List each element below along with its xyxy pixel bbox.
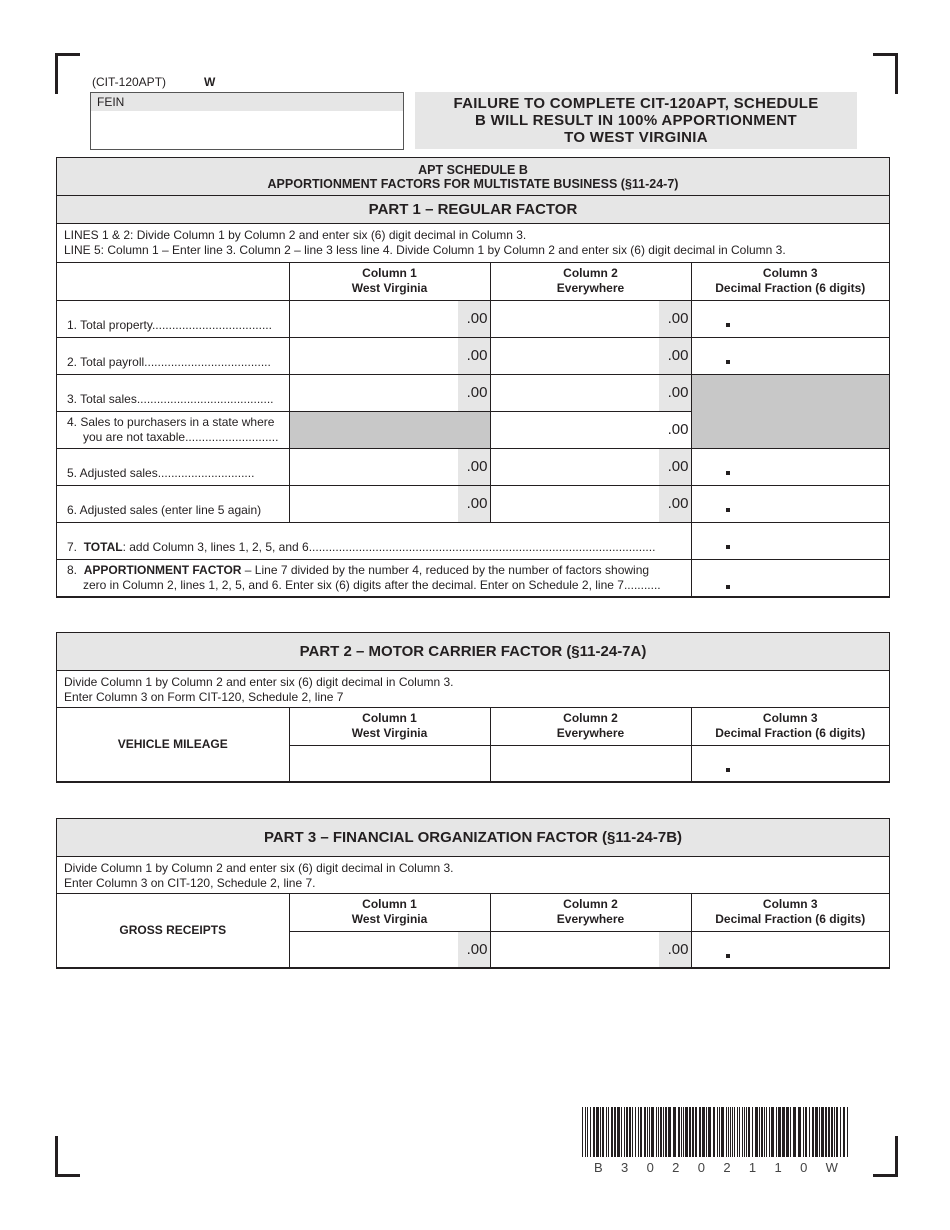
part3-instr-1: Divide Column 1 by Column 2 and enter six (6) digit decimal in Column 3. — [64, 861, 454, 875]
failure-warning — [415, 92, 857, 149]
barcode-bar — [834, 1107, 835, 1157]
col2-title: Column 2 — [563, 711, 618, 726]
barcode-bar — [819, 1107, 820, 1157]
line6-label — [57, 485, 289, 522]
line6-text: 6. Adjusted sales (enter line 5 again) — [67, 502, 262, 517]
part1-title: PART 1 – REGULAR FACTOR — [57, 196, 889, 224]
barcode-bar — [759, 1107, 760, 1157]
line4-col2-input[interactable] — [490, 411, 691, 448]
barcode-bar — [695, 1107, 697, 1157]
barcode-bar — [831, 1107, 833, 1157]
line7-col3-input[interactable] — [691, 522, 889, 559]
barcode-bar — [665, 1107, 667, 1157]
cents: .00 — [458, 301, 490, 337]
cents: .00 — [667, 420, 689, 438]
line2-text: 2. Total payroll...................................... — [67, 354, 271, 369]
line6-col1-input[interactable] — [289, 485, 490, 522]
line5-text: 5. Adjusted sales............................. — [67, 465, 255, 480]
schedule-title — [57, 158, 889, 196]
cents: .00 — [458, 932, 490, 967]
receipts-col3-input[interactable] — [691, 931, 889, 967]
line7-bold: TOTAL — [83, 539, 123, 554]
mileage-col2-input[interactable] — [490, 745, 691, 781]
receipts-col1-input[interactable] — [289, 931, 490, 967]
cents: .00 — [458, 375, 490, 411]
decimal-point — [726, 323, 730, 327]
barcode-bar — [782, 1107, 785, 1157]
barcode-bar — [836, 1107, 838, 1157]
barcode-bar — [746, 1107, 747, 1157]
part1-table — [57, 263, 889, 597]
part3-section — [56, 818, 890, 969]
cents: .00 — [458, 338, 490, 374]
cents: .00 — [659, 449, 691, 485]
barcode-char: 1 — [774, 1160, 782, 1175]
col2-sub: Everywhere — [556, 281, 625, 296]
line3-label — [57, 374, 289, 411]
barcode-bar — [805, 1107, 807, 1157]
col1-title: Column 1 — [362, 711, 417, 726]
barcode-bar — [668, 1107, 671, 1157]
barcode-bar — [702, 1107, 705, 1157]
line8-col3-input[interactable] — [691, 559, 889, 596]
part2-section — [56, 632, 890, 783]
cents: .00 — [458, 449, 490, 485]
corner-mark-bottom-left — [55, 1136, 80, 1177]
line8-num: 8. — [67, 562, 78, 577]
col2-title: Column 2 — [563, 897, 618, 912]
failure-line-3: TO WEST VIRGINIA — [564, 129, 708, 146]
barcode-bar — [748, 1107, 750, 1157]
barcode-bar — [678, 1107, 680, 1157]
barcode-bar — [793, 1107, 796, 1157]
decimal-point — [726, 360, 730, 364]
barcode-bar — [649, 1107, 650, 1157]
barcode-bar — [744, 1107, 745, 1157]
barcode-char: 3 — [621, 1160, 629, 1175]
barcode-bar — [803, 1107, 804, 1157]
col3-header — [691, 894, 889, 931]
barcode — [582, 1107, 850, 1157]
cents: .00 — [659, 486, 691, 522]
cents: .00 — [458, 486, 490, 522]
barcode-bar — [843, 1107, 845, 1157]
barcode-bar — [761, 1107, 763, 1157]
barcode-bar — [815, 1107, 818, 1157]
barcode-bar — [611, 1107, 613, 1157]
barcode-char: 0 — [800, 1160, 808, 1175]
line1-col1-input[interactable] — [289, 300, 490, 337]
col1-header — [289, 263, 490, 300]
barcode-bar — [596, 1107, 599, 1157]
line8-text: – Line 7 divided by the number 4, reduced by the number of factors showing — [241, 562, 650, 577]
line7-label — [57, 522, 691, 559]
part3-table — [57, 894, 889, 968]
barcode-bar — [606, 1107, 607, 1157]
cents: .00 — [659, 338, 691, 374]
barcode-bar — [608, 1107, 609, 1157]
barcode-bar — [647, 1107, 648, 1157]
form-id: (CIT-120APT) — [92, 75, 167, 89]
barcode-bar — [629, 1107, 631, 1157]
barcode-bar — [681, 1107, 682, 1157]
barcode-bar — [721, 1107, 724, 1157]
col2-header — [490, 263, 691, 300]
barcode-bar — [692, 1107, 694, 1157]
barcode-bar — [825, 1107, 827, 1157]
barcode-bar — [617, 1107, 620, 1157]
barcode-bar — [683, 1107, 684, 1157]
line2-label — [57, 337, 289, 374]
barcode-bar — [732, 1107, 733, 1157]
barcode-bar — [742, 1107, 743, 1157]
line5-col2-input[interactable] — [490, 448, 691, 485]
failure-line-1: FAILURE TO COMPLETE CIT-120APT, SCHEDULE — [453, 95, 819, 112]
part2-instr-2: Enter Column 3 on Form CIT-120, Schedule 2, line 7 — [64, 690, 344, 704]
barcode-bar — [778, 1107, 781, 1157]
barcode-bar — [798, 1107, 801, 1157]
barcode-bar — [719, 1107, 720, 1157]
barcode-bar — [726, 1107, 727, 1157]
part3-instructions — [57, 857, 889, 894]
barcode-char: 2 — [672, 1160, 680, 1175]
barcode-bar — [587, 1107, 588, 1157]
barcode-bar — [713, 1107, 715, 1157]
col2-header — [490, 708, 691, 745]
blank-header — [57, 263, 289, 300]
barcode-bar — [809, 1107, 810, 1157]
barcode-char: B — [594, 1160, 603, 1175]
barcode-bar — [626, 1107, 628, 1157]
line2-col1-input[interactable] — [289, 337, 490, 374]
corner-mark-bottom-right — [873, 1136, 898, 1177]
barcode-char: 0 — [646, 1160, 654, 1175]
part2-instructions — [57, 671, 889, 708]
barcode-bar — [651, 1107, 654, 1157]
part1-instructions — [57, 224, 889, 263]
line1-col2-input[interactable] — [490, 300, 691, 337]
col1-sub: West Virginia — [351, 281, 428, 296]
barcode-char: W — [825, 1160, 838, 1175]
part1-instr-1: LINES 1 & 2: Divide Column 1 by Column 2 and enter six (6) digit decimal in Column 3. — [64, 228, 527, 242]
col3-sub: Decimal Fraction (6 digits) — [715, 912, 866, 927]
line7-text: : add Column 3, lines 1, 2, 5, and 6........................................................................................................ — [122, 539, 656, 554]
col1-title: Column 1 — [362, 897, 417, 912]
failure-line-2: B WILL RESULT IN 100% APPORTIONMENT — [475, 112, 797, 129]
gross-receipts-label: GROSS RECEIPTS — [57, 894, 289, 967]
barcode-bar — [812, 1107, 814, 1157]
barcode-bar — [582, 1107, 583, 1157]
barcode-bar — [590, 1107, 591, 1157]
fein-label: FEIN — [91, 93, 403, 111]
barcode-bar — [624, 1107, 625, 1157]
fein-box — [90, 92, 404, 150]
col3-sub: Decimal Fraction (6 digits) — [715, 726, 866, 741]
col3-sub: Decimal Fraction (6 digits) — [715, 281, 866, 296]
part2-table — [57, 708, 889, 782]
line2-col3-input[interactable] — [691, 337, 889, 374]
decimal-point — [726, 954, 730, 958]
barcode-bar — [632, 1107, 633, 1157]
mileage-col3-input[interactable] — [691, 745, 889, 781]
col1-title: Column 1 — [362, 266, 417, 281]
line4-label — [57, 411, 289, 448]
fein-input[interactable] — [91, 111, 403, 148]
barcode-bar — [614, 1107, 616, 1157]
line6-col2-input[interactable] — [490, 485, 691, 522]
barcode-bar — [621, 1107, 622, 1157]
part2-instr-1: Divide Column 1 by Column 2 and enter six (6) digit decimal in Column 3. — [64, 675, 454, 689]
cents: .00 — [659, 932, 691, 967]
line5-col3-input[interactable] — [691, 448, 889, 485]
barcode-bar — [644, 1107, 646, 1157]
barcode-bar — [638, 1107, 639, 1157]
line4-col1-shaded — [289, 411, 490, 448]
barcode-char: 1 — [748, 1160, 757, 1175]
line7-num: 7. — [67, 539, 78, 554]
decimal-point — [726, 508, 730, 512]
line8-bold: APPORTIONMENT FACTOR — [83, 562, 242, 577]
col2-header — [490, 894, 691, 931]
part2-title: PART 2 – MOTOR CARRIER FACTOR (§11-24-7A) — [57, 633, 889, 671]
col1-sub: West Virginia — [351, 912, 428, 927]
line6-col3-input[interactable] — [691, 485, 889, 522]
barcode-bar — [663, 1107, 664, 1157]
corner-mark-top-right — [873, 53, 898, 94]
col1-header — [289, 708, 490, 745]
barcode-bar — [764, 1107, 765, 1157]
barcode-bar — [640, 1107, 642, 1157]
receipts-col2-input[interactable] — [490, 931, 691, 967]
barcode-bar — [730, 1107, 731, 1157]
line3-text: 3. Total sales......................................... — [67, 391, 274, 406]
barcode-char: 0 — [697, 1160, 705, 1175]
barcode-bar — [728, 1107, 729, 1157]
part3-title: PART 3 – FINANCIAL ORGANIZATION FACTOR (§11-24-7B) — [57, 819, 889, 857]
barcode-bar — [600, 1107, 601, 1157]
schedule-b-section — [56, 157, 890, 598]
barcode-bar — [708, 1107, 711, 1157]
col3-title: Column 3 — [762, 266, 818, 281]
barcode-bar — [752, 1107, 753, 1157]
barcode-bar — [593, 1107, 595, 1157]
mileage-col1-input[interactable] — [289, 745, 490, 781]
line1-text: 1. Total property.................................... — [67, 317, 272, 332]
barcode-bar — [706, 1107, 707, 1157]
part3-instr-2: Enter Column 3 on CIT-120, Schedule 2, line 7. — [64, 876, 316, 890]
barcode-bar — [840, 1107, 841, 1157]
barcode-bar — [656, 1107, 657, 1157]
col2-sub: Everywhere — [556, 912, 625, 927]
barcode-bar — [734, 1107, 735, 1157]
line3-col1-input[interactable] — [289, 374, 490, 411]
col2-sub: Everywhere — [556, 726, 625, 741]
barcode-bar — [635, 1107, 636, 1157]
barcode-text — [582, 1160, 850, 1175]
barcode-bar — [737, 1107, 738, 1157]
col3-title: Column 3 — [762, 711, 818, 726]
line4-text-1: 4. Sales to purchasers in a state where — [67, 414, 275, 429]
schedule-title-2: APPORTIONMENT FACTORS FOR MULTISTATE BUSINESS (§11-24-7) — [267, 177, 679, 191]
cents: .00 — [659, 375, 691, 411]
barcode-bar — [739, 1107, 740, 1157]
barcode-char: 2 — [723, 1160, 731, 1175]
col3-header — [691, 263, 889, 300]
line3-col2-input[interactable] — [490, 374, 691, 411]
line2-col2-input[interactable] — [490, 337, 691, 374]
line3-4-col3-shaded — [691, 374, 889, 448]
decimal-point — [726, 471, 730, 475]
part1-instr-2: LINE 5: Column 1 – Enter line 3. Column 2 – line 3 less line 4. Divide Column 1 by Column 2 and enter six (6) digit decimal in Column 3. — [64, 243, 786, 257]
col3-title: Column 3 — [762, 897, 818, 912]
barcode-bar — [847, 1107, 848, 1157]
barcode-bar — [766, 1107, 767, 1157]
barcode-bar — [602, 1107, 604, 1157]
line8-text-2: zero in Column 2, lines 1, 2, 5, and 6. Enter six (6) digits after the decimal. Enter on Schedule 2, line 7........... — [83, 577, 661, 592]
barcode-bar — [790, 1107, 791, 1157]
barcode-bar — [717, 1107, 718, 1157]
barcode-bar — [660, 1107, 662, 1157]
cents: .00 — [659, 301, 691, 337]
line5-col1-input[interactable] — [289, 448, 490, 485]
corner-mark-top-left — [55, 53, 80, 94]
line1-label — [57, 300, 289, 337]
vehicle-mileage-label: VEHICLE MILEAGE — [57, 708, 289, 781]
barcode-bar — [699, 1107, 701, 1157]
col1-sub: West Virginia — [351, 726, 428, 741]
form-code: W — [204, 75, 216, 89]
col3-header — [691, 708, 889, 745]
barcode-bar — [828, 1107, 830, 1157]
barcode-bar — [769, 1107, 770, 1157]
line1-col3-input[interactable] — [691, 300, 889, 337]
barcode-bar — [786, 1107, 789, 1157]
barcode-bar — [776, 1107, 777, 1157]
barcode-bar — [771, 1107, 774, 1157]
schedule-title-1: APT SCHEDULE B — [418, 163, 528, 177]
line8-label — [57, 559, 691, 596]
barcode-bar — [673, 1107, 676, 1157]
col1-header — [289, 894, 490, 931]
line5-label — [57, 448, 289, 485]
barcode-bar — [755, 1107, 758, 1157]
barcode-bar — [685, 1107, 688, 1157]
decimal-point — [726, 585, 730, 589]
col2-title: Column 2 — [563, 266, 618, 281]
decimal-point — [726, 545, 730, 549]
decimal-point — [726, 768, 730, 772]
barcode-bar — [658, 1107, 659, 1157]
line4-text-2: you are not taxable............................ — [83, 429, 279, 444]
barcode-bar — [821, 1107, 824, 1157]
barcode-bar — [585, 1107, 586, 1157]
barcode-bar — [689, 1107, 691, 1157]
